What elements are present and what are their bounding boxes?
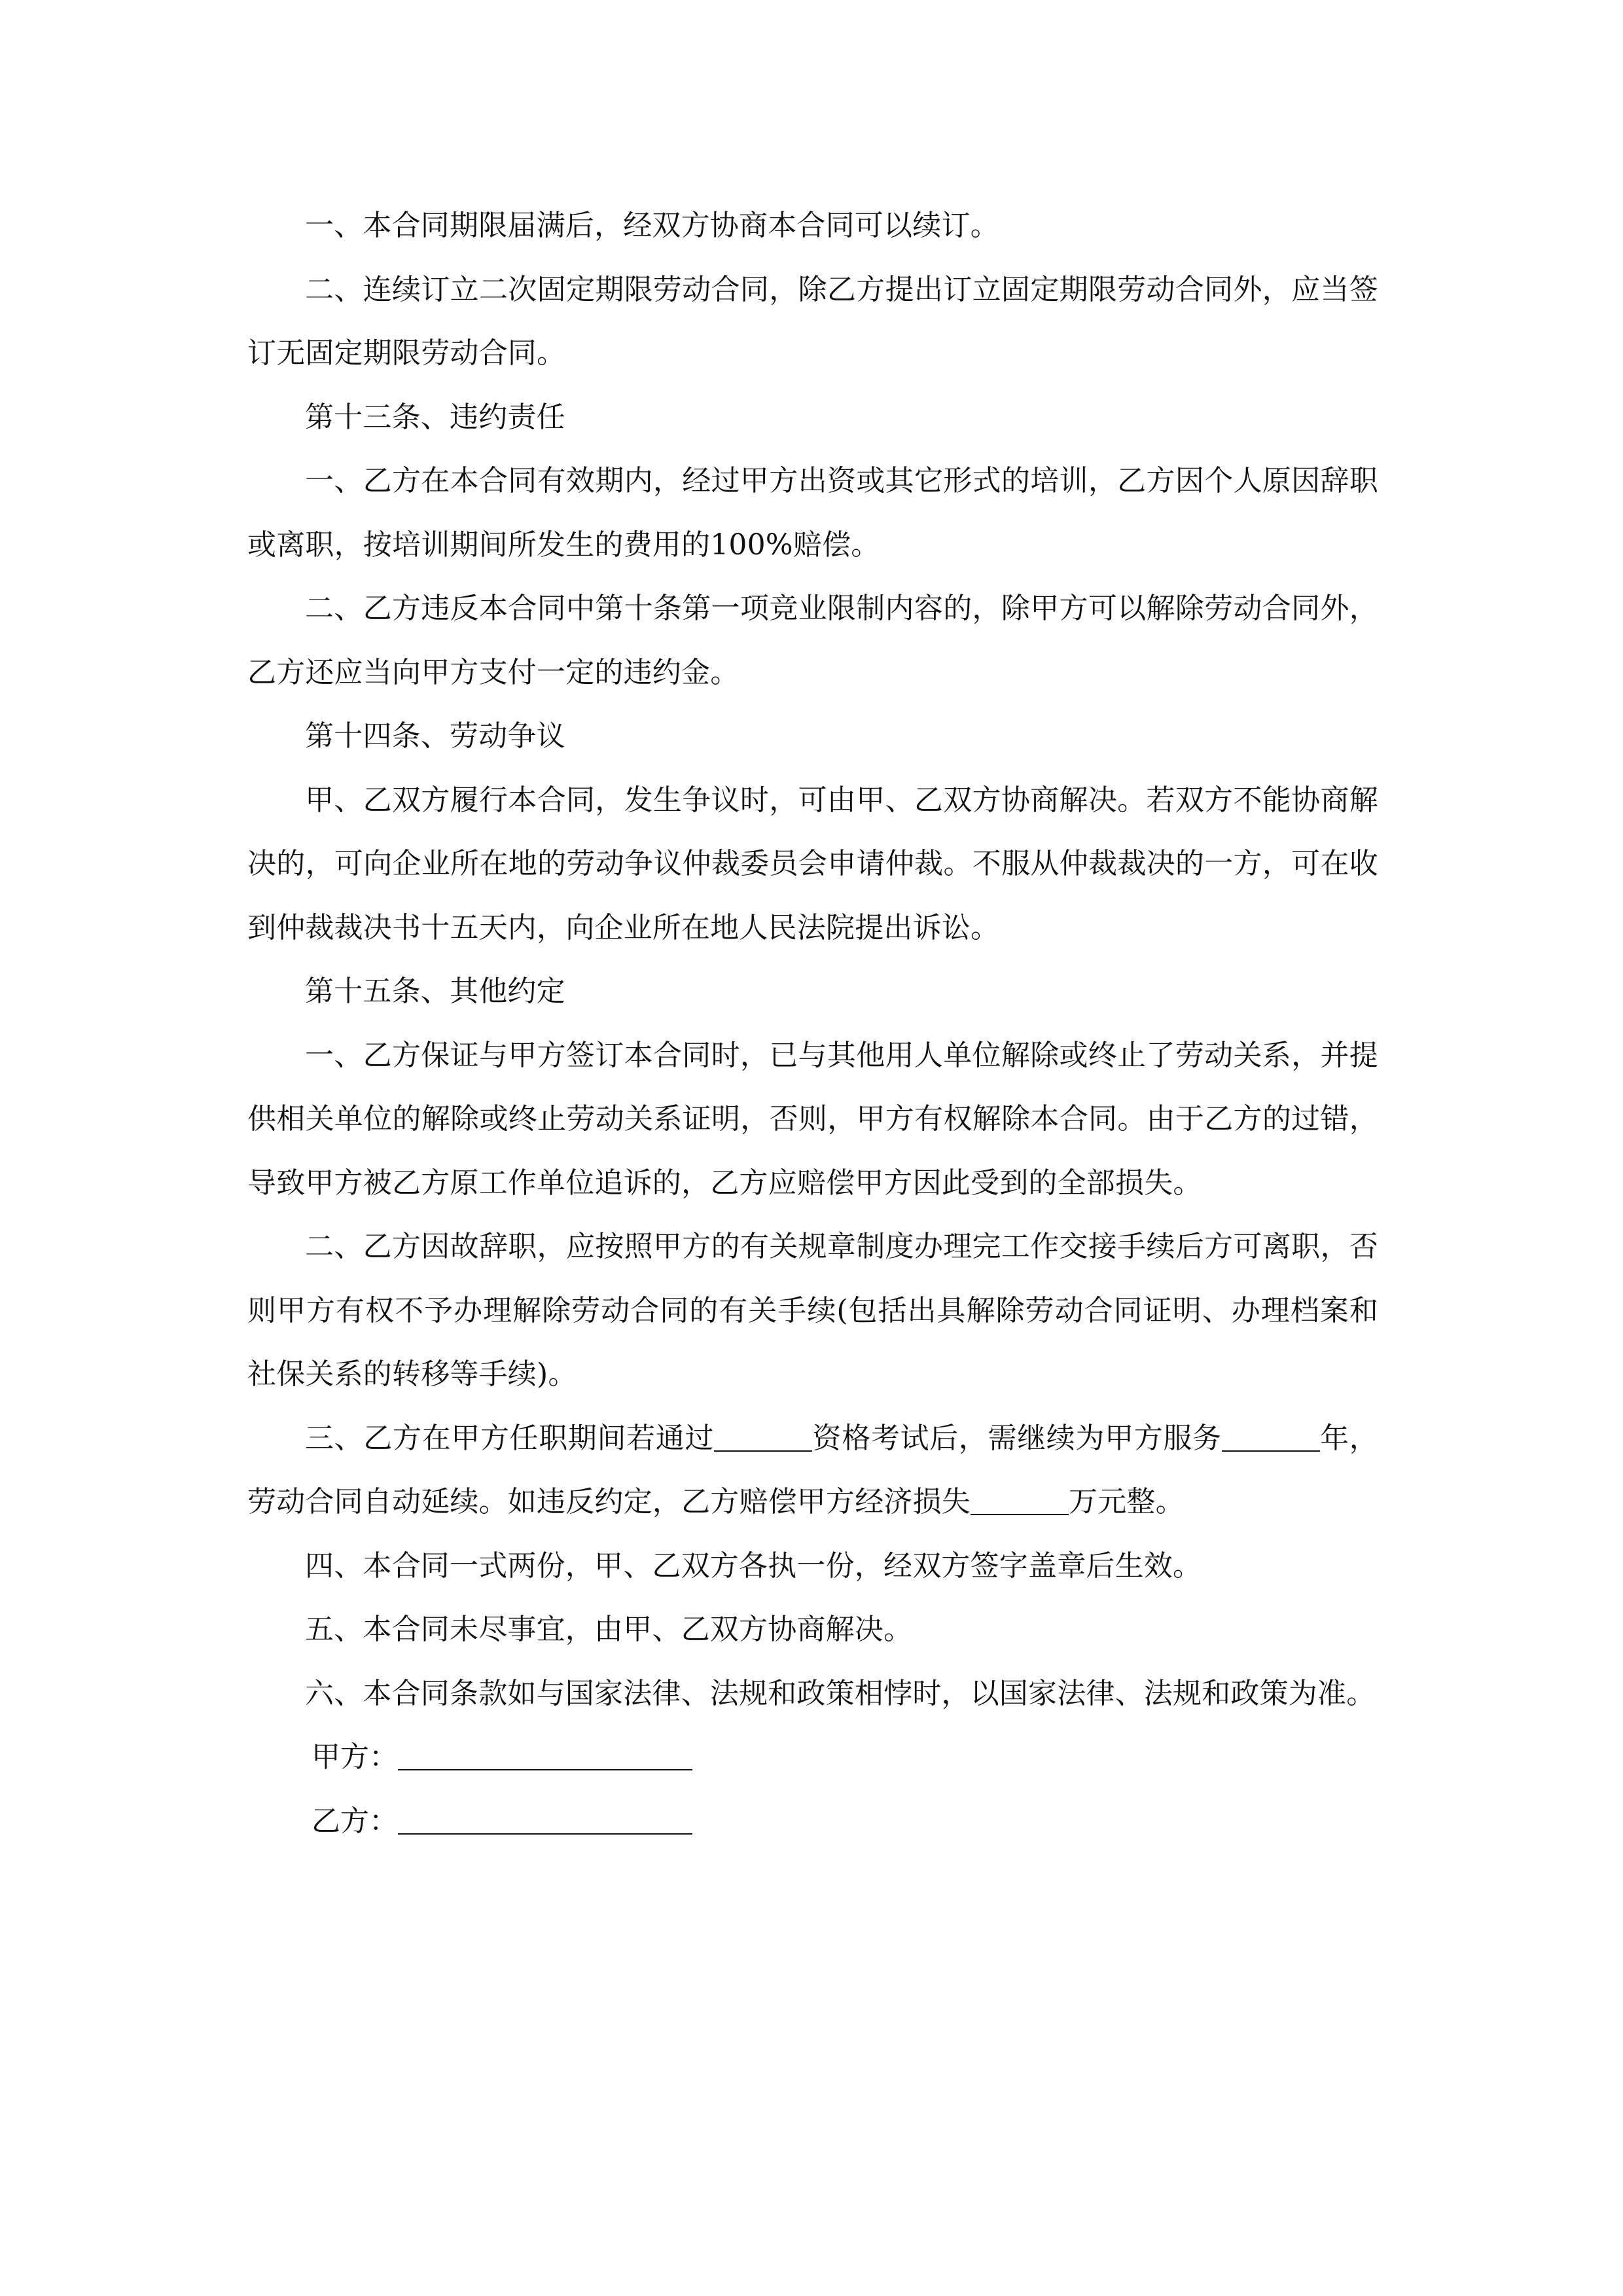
clause3-text-5: 整。 bbox=[1126, 1485, 1185, 1518]
party-a-signature-row bbox=[247, 1725, 1378, 1789]
service-years-blank[interactable] bbox=[1222, 1424, 1320, 1452]
clause-unresolved-matters: 五、本合同未尽事宜，由甲、乙双方协商解决。 bbox=[305, 1613, 913, 1646]
clause-legal-precedence: 六、本合同条款如与国家法律、法规和政策相悖时，以国家法律、法规和政策为准。 bbox=[305, 1676, 1376, 1710]
clause-prior-employment: 一、乙方保证与甲方签订本合同时，已与其他用人单位解除或终止了劳动关系，并提供相关单位的解除或终止劳动关系证明，否则，甲方有权解除本合同。由于乙方的过错，导致甲方被乙方原工作单位追诉的，乙方应赔偿甲方因此受到的全部损失。 bbox=[247, 1038, 1378, 1200]
clause-renewal: 一、本合同期限届满后，经双方协商本合同可以续订。 bbox=[305, 209, 999, 242]
clause-resignation: 二、乙方因故辞职，应按照甲方的有关规章制度办理完工作交接手续后方可离职，否则甲方有权不予办理解除劳动合同的有关手续(包括出具解除劳动合同证明、办理档案和社保关系的转移等手续)。 bbox=[247, 1230, 1378, 1391]
qualification-blank[interactable] bbox=[714, 1424, 812, 1452]
clause-training-compensation: 一、乙方在本合同有效期内，经过甲方出资或其它形式的培训，乙方因个人原因辞职或离职，按培训期间所发生的费用的100%赔偿。 bbox=[247, 464, 1378, 562]
party-b-signature-row bbox=[247, 1789, 1378, 1854]
compensation-amount-blank[interactable] bbox=[971, 1488, 1069, 1515]
clause3-text-2: 资格考试后，需继续为甲方服务 bbox=[812, 1421, 1222, 1455]
clause-non-compete-penalty: 二、乙方违反本合同中第十条第一项竞业限制内容的，除甲方可以解除劳动合同外，乙方还应当向甲方支付一定的违约金。 bbox=[247, 592, 1378, 689]
clause-fixed-term: 二、连续订立二次固定期限劳动合同，除乙方提出订立固定期限劳动合同外，应当签订无固定期限劳动合同。 bbox=[247, 272, 1378, 370]
article-13-heading: 第十三条、违约责任 bbox=[305, 400, 565, 434]
article-14-heading: 第十四条、劳动争议 bbox=[305, 719, 565, 753]
party-b-label: 乙方： bbox=[312, 1804, 398, 1838]
clause-labor-dispute: 甲、乙双方履行本合同，发生争议时，可由甲、乙双方协商解决。若双方不能协商解决的，可向企业所在地的劳动争议仲裁委员会申请仲裁。不服从仲裁裁决的一方，可在收到仲裁裁决书十五天内，向企业所在地人民法院提出诉讼。 bbox=[247, 783, 1378, 944]
clause-qualification-service bbox=[247, 1407, 1378, 1534]
party-a-label: 甲方： bbox=[312, 1740, 398, 1774]
clause-copies: 四、本合同一式两份，甲、乙双方各执一份，经双方签字盖章后生效。 bbox=[305, 1549, 1202, 1583]
article-15-heading: 第十五条、其他约定 bbox=[305, 975, 565, 1008]
clause3-text-1: 三、乙方在甲方任职期间若通过 bbox=[305, 1421, 715, 1455]
clause3-text-4: 万元 bbox=[1069, 1485, 1127, 1518]
clause3-text-3: 年，劳动合同自动延续。如违反约定，乙方赔偿甲方经济损失 bbox=[247, 1421, 1378, 1518]
party-b-signature-line[interactable] bbox=[398, 1807, 692, 1835]
contract-page bbox=[247, 194, 1378, 1853]
party-a-signature-line[interactable] bbox=[398, 1743, 692, 1770]
